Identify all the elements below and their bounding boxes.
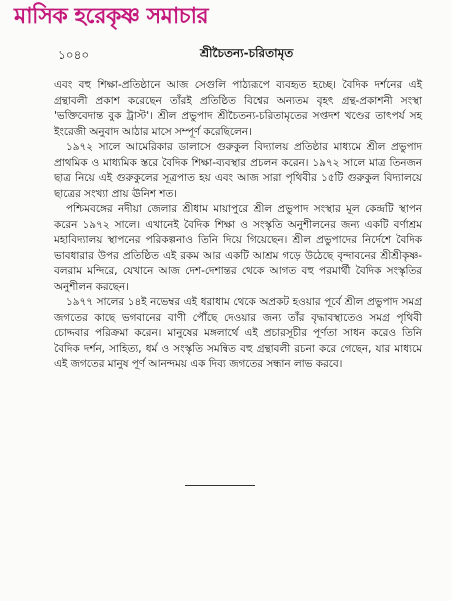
running-title: শ্রীচৈতন্য-চরিতামৃত (200, 46, 294, 60)
paragraph: এবং বহু শিক্ষা-প্রতিষ্ঠানে আজ সেগুলি পাঠ্যরূপে ব্যবহৃত হচ্ছে। বৈদিক দর্শনের এই গ্রন্থাবলী প্রকাশ করেছেন তাঁরই প্রতিষ্ঠিত বিশ্বের অন্যতম বৃহৎ গ্রন্থ-প্রকাশনী সংস্থা 'ভক্তিবেদান্ত বুক ট্রাস্ট'। শ্রীল প্রভুপাদ শ্রীচৈতন্য-চরিতামৃতের সপ্তদশ খণ্ডের তাৎপর্য সহ ইংরেজী অনুবাদ আঠার মাসে সম্পূর্ণ করেছিলেন। (54, 79, 422, 138)
paragraph: পশ্চিমবঙ্গের নদীয়া জেলার শ্রীধাম মায়াপুরে শ্রীল প্রভুপাদ সংস্থার মূল কেন্দ্রটি স্থাপন করেন ১৯৭২ সালে। এখানেই বৈদিক শিক্ষা ও সংস্কৃতি অনুশীলনের জন্য একটি বর্ণাশ্রম মহাবিদ্যালয় স্থাপনের পরিকল্পনাও তিনি দিয়ে গিয়েছেন। শ্রীল প্রভুপাদের নির্দেশে বৈদিক ভাবধারার উপর প্রতিষ্ঠিত এই রকম আর একটি আশ্রম গড়ে উঠেছে বৃন্দাবনের শ্রীশ্রীকৃষ্ণ-বলরাম মন্দিরে, যেখানে আজ দেশ-দেশান্তর থেকে আগত বহু পরমার্থী বৈদিক সংস্কৃতির অনুশীলন করছেন। (54, 203, 422, 293)
page-number: ১০৪০ (58, 48, 90, 62)
paragraph: ১৯৭৭ সালের ১৪ই নভেম্বর এই ধরাধাম থেকে অপ্রকট হওয়ার পূর্বে শ্রীল প্রভুপাদ সমগ্র জগতের কাছে ভগবানের বাণী পৌঁছে দেওয়ার জন্য তাঁর বৃদ্ধাবস্থাতেও সমগ্র পৃথিবী চোদ্দবার পরিক্রমা করেন। মানুষের মঙ্গলার্থে এই প্রচারসূচীর পূর্ণতা সাধন করেও তিনি বৈদিক দর্শন, সাহিত্য, ধর্ম ও সংস্কৃতি সমন্বিত বহু গ্রন্থাবলী রচনা করে গেছেন, যার মাধ্যমে এই জগতের মানুষ পূর্ণ আনন্দময় এক দিব্য জগতের সন্ধান লাভ করবে। (54, 296, 422, 370)
body-text (54, 78, 422, 373)
paragraph: ১৯৭২ সালে আমেরিকার ডালাসে গুরুকুল বিদ্যালয় প্রতিষ্ঠার মাধ্যমে শ্রীল প্রভুপাদ প্রাথমিক ও মাধ্যমিক স্তরে বৈদিক শিক্ষা-ব্যবস্থার প্রচলন করেন। ১৯৭২ সালে মাত্র তিনজন ছাত্র নিয়ে এই গুরুকুলের সূত্রপাত হয় এবং আজ সারা পৃথিবীর ১৫টি গুরুকুল বিদ্যালয়ে ছাত্রের সংখ্যা প্রায় ঊনিশ শত। (54, 141, 422, 200)
section-divider (185, 485, 255, 486)
masthead-title: মাসিক হরেকৃষ্ণ সমাচার (14, 4, 209, 29)
